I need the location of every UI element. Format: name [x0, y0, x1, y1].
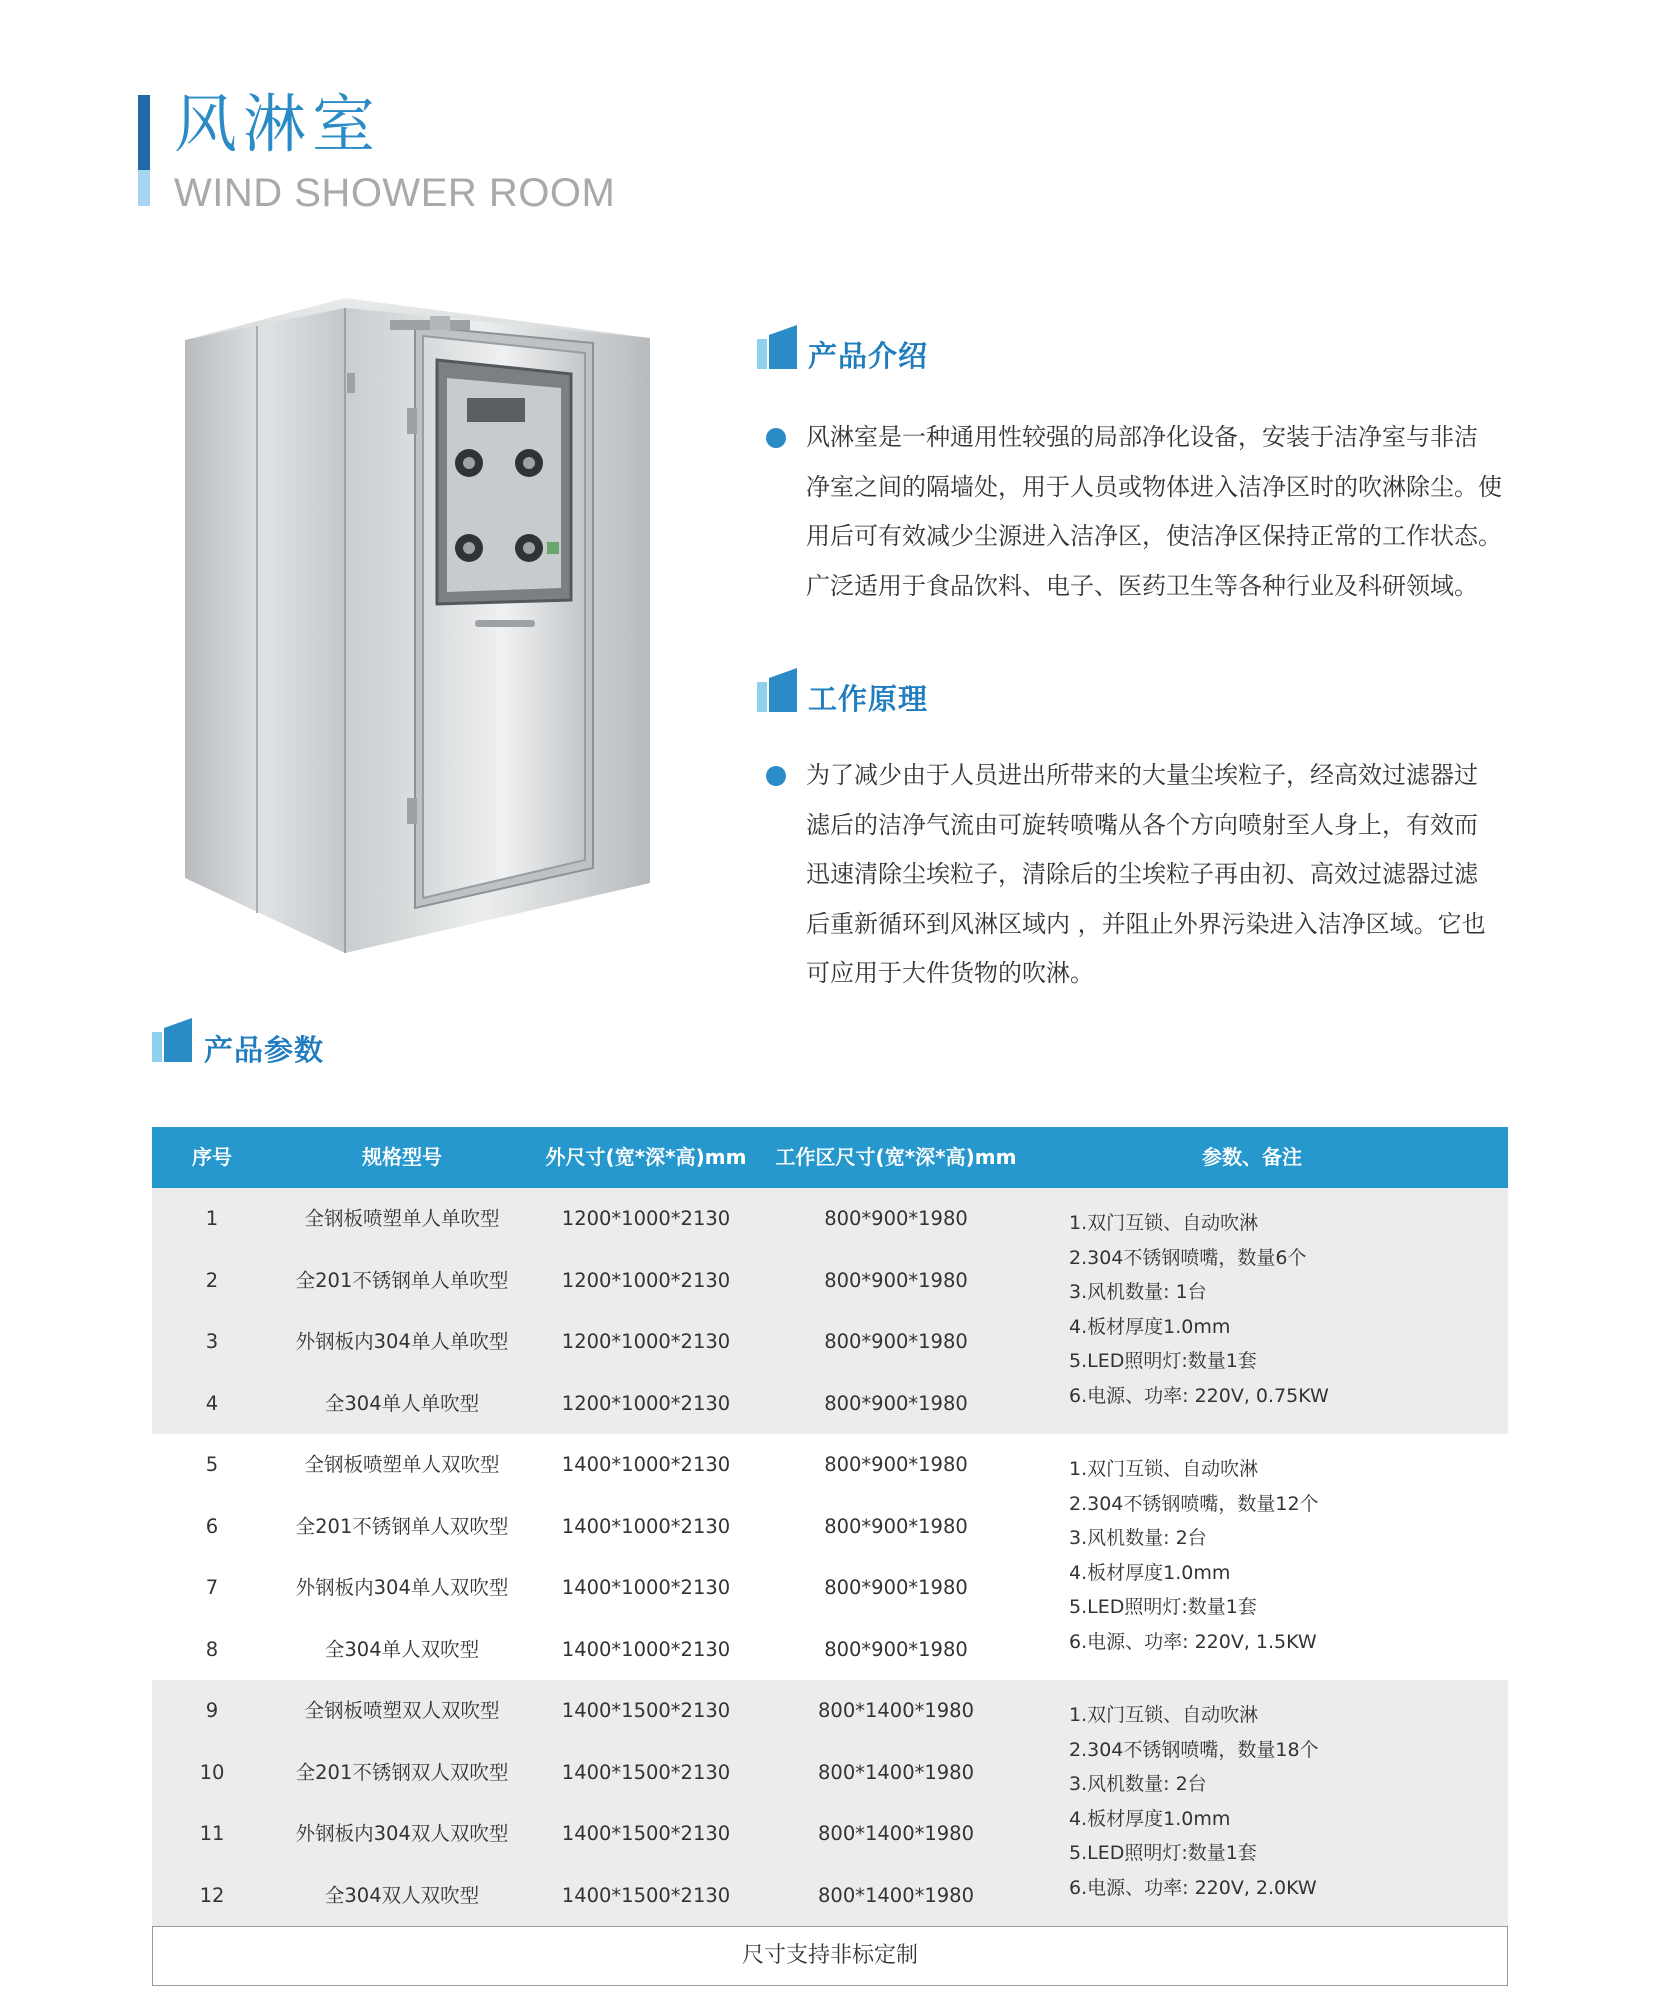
note-line: 5.LED照明灯:数量1套	[1069, 1842, 1257, 1864]
cell-index: 9	[205, 1699, 219, 1722]
note-line: 1.双门互锁、自动吹淋	[1069, 1212, 1259, 1234]
cell-index: 12	[199, 1883, 225, 1907]
note-line: 2.304不锈钢喷嘴，数量6个	[1069, 1246, 1307, 1269]
cell-work-size: 800*900*1980	[824, 1330, 968, 1353]
principle-line: 可应用于大件货物的吹淋。	[806, 959, 1094, 987]
col-header-model: 规格型号	[362, 1145, 442, 1169]
intro-line: 风淋室是一种通用性较强的局部净化设备，安装于洁净室与非洁	[806, 423, 1478, 451]
cell-index: 5	[205, 1453, 219, 1476]
note-line: 6.电源、功率: 220V, 2.0KW	[1069, 1876, 1317, 1899]
group-notes	[1069, 1698, 1319, 1905]
cell-model: 全201不锈钢单人双吹型	[295, 1514, 509, 1538]
cell-work-size: 800*1400*1980	[818, 1883, 974, 1907]
cell-work-size: 800*900*1980	[824, 1391, 968, 1415]
cell-work-size: 800*900*1980	[824, 1207, 968, 1230]
col-header-notes: 参数、备注	[1202, 1145, 1302, 1169]
principle-line: 迅速清除尘埃粒子，清除后的尘埃粒子再由初、高效过滤器过滤	[806, 860, 1478, 888]
cell-index: 4	[205, 1391, 219, 1415]
cell-index: 7	[205, 1576, 219, 1599]
cell-index: 2	[205, 1268, 219, 1292]
cell-outer-size: 1400*1000*2130	[561, 1637, 731, 1661]
bullet-dot	[766, 428, 786, 448]
note-line: 3.风机数量: 2台	[1069, 1527, 1207, 1549]
cell-model: 全304单人单吹型	[324, 1391, 480, 1415]
note-line: 5.LED照明灯:数量1套	[1069, 1350, 1257, 1372]
cell-model: 全钢板喷塑单人双吹型	[304, 1453, 500, 1476]
table-footer-note: 尺寸支持非标定制	[152, 1926, 1508, 1986]
cell-model: 外钢板内304双人双吹型	[295, 1822, 509, 1845]
cell-index: 8	[205, 1637, 219, 1661]
col-header-index: 序号	[192, 1145, 232, 1169]
title-accent-bar-light	[138, 170, 150, 206]
cell-outer-size: 1400*1500*2130	[561, 1883, 731, 1907]
title-accent-bar	[138, 95, 150, 170]
group-notes	[1069, 1206, 1329, 1413]
intro-line: 用后可有效减少尘源进入洁净区，使洁净区保持正常的工作状态。	[806, 522, 1502, 550]
cell-work-size: 800*900*1980	[824, 1453, 968, 1476]
table-group	[152, 1680, 1508, 1926]
intro-paragraph	[806, 413, 1510, 611]
principle-heading: 工作原理	[808, 682, 929, 716]
cell-model: 全304双人双吹型	[324, 1883, 480, 1907]
cell-index: 3	[205, 1330, 219, 1353]
principle-line: 滤后的洁净气流由可旋转喷嘴从各个方向喷射至人身上，有效而	[806, 810, 1478, 839]
page-subtitle: WIND SHOWER ROOM	[174, 171, 616, 215]
principle-line: 为了减少由于人员进出所带来的大量尘埃粒子，经高效过滤器过	[806, 761, 1478, 789]
wind-shower-room-image	[185, 298, 655, 958]
cell-outer-size: 1400*1500*2130	[561, 1699, 731, 1722]
cell-model: 全201不锈钢双人双吹型	[295, 1760, 509, 1784]
group-notes	[1069, 1452, 1319, 1659]
cell-model: 全201不锈钢单人单吹型	[295, 1268, 509, 1292]
principle-line: 后重新循环到风淋区域内 ，并阻止外界污染进入洁净区域。它也	[806, 909, 1486, 938]
cell-outer-size: 1400*1000*2130	[561, 1514, 731, 1538]
note-line: 1.双门互锁、自动吹淋	[1069, 1704, 1259, 1726]
params-table	[152, 1127, 1508, 1986]
cell-work-size: 800*1400*1980	[818, 1699, 974, 1722]
principle-paragraph	[806, 751, 1510, 999]
note-line: 6.电源、功率: 220V, 1.5KW	[1069, 1630, 1317, 1653]
cell-model: 全钢板喷塑双人双吹型	[304, 1699, 500, 1722]
cell-outer-size: 1200*1000*2130	[561, 1391, 731, 1415]
params-heading: 产品参数	[204, 1033, 325, 1067]
cell-outer-size: 1200*1000*2130	[561, 1207, 731, 1230]
note-line: 6.电源、功率: 220V, 0.75KW	[1069, 1384, 1329, 1407]
cell-index: 1	[205, 1207, 219, 1230]
page-title: 风淋室	[174, 88, 381, 161]
cell-model: 外钢板内304单人双吹型	[295, 1576, 509, 1599]
cell-outer-size: 1200*1000*2130	[561, 1268, 731, 1292]
note-line: 4.板材厚度1.0mm	[1069, 1561, 1231, 1584]
note-line: 4.板材厚度1.0mm	[1069, 1315, 1231, 1338]
cell-outer-size: 1400*1000*2130	[561, 1576, 731, 1599]
cell-outer-size: 1400*1500*2130	[561, 1760, 731, 1784]
col-header-outer-size: 外尺寸(宽*深*高)mm	[545, 1145, 747, 1169]
cell-index: 6	[205, 1514, 219, 1538]
cell-index: 11	[199, 1822, 225, 1845]
cell-index: 10	[199, 1760, 225, 1784]
section-heading-icon	[757, 668, 797, 712]
table-header	[152, 1127, 1508, 1188]
note-line: 3.风机数量: 2台	[1069, 1773, 1207, 1795]
table-group	[152, 1434, 1508, 1680]
note-line: 1.双门互锁、自动吹淋	[1069, 1458, 1259, 1480]
intro-line: 广泛适用于食品饮料、电子、医药卫生等各种行业及科研领域。	[806, 571, 1478, 600]
note-line: 5.LED照明灯:数量1套	[1069, 1596, 1257, 1618]
cell-outer-size: 1200*1000*2130	[561, 1330, 731, 1353]
section-heading-icon	[152, 1018, 192, 1062]
intro-heading: 产品介绍	[808, 339, 929, 373]
cell-work-size: 800*900*1980	[824, 1576, 968, 1599]
intro-line: 净室之间的隔墙处，用于人员或物体进入洁净区时的吹淋除尘。使	[806, 472, 1502, 501]
note-line: 3.风机数量: 1台	[1069, 1281, 1207, 1303]
cell-work-size: 800*900*1980	[824, 1637, 968, 1661]
note-line: 2.304不锈钢喷嘴，数量18个	[1069, 1738, 1319, 1761]
cell-outer-size: 1400*1500*2130	[561, 1822, 731, 1845]
col-header-work-size: 工作区尺寸(宽*深*高)mm	[775, 1145, 1017, 1169]
bullet-dot	[766, 766, 786, 786]
cell-work-size: 800*1400*1980	[818, 1822, 974, 1845]
cell-model: 全304单人双吹型	[324, 1637, 480, 1661]
cell-work-size: 800*900*1980	[824, 1514, 968, 1538]
table-group	[152, 1188, 1508, 1434]
note-line: 4.板材厚度1.0mm	[1069, 1807, 1231, 1830]
cell-outer-size: 1400*1000*2130	[561, 1453, 731, 1476]
note-line: 2.304不锈钢喷嘴，数量12个	[1069, 1492, 1319, 1515]
cell-model: 全钢板喷塑单人单吹型	[304, 1207, 500, 1230]
section-heading-icon	[757, 325, 797, 369]
cell-work-size: 800*900*1980	[824, 1268, 968, 1292]
cell-model: 外钢板内304单人单吹型	[295, 1330, 509, 1353]
cell-work-size: 800*1400*1980	[818, 1760, 974, 1784]
